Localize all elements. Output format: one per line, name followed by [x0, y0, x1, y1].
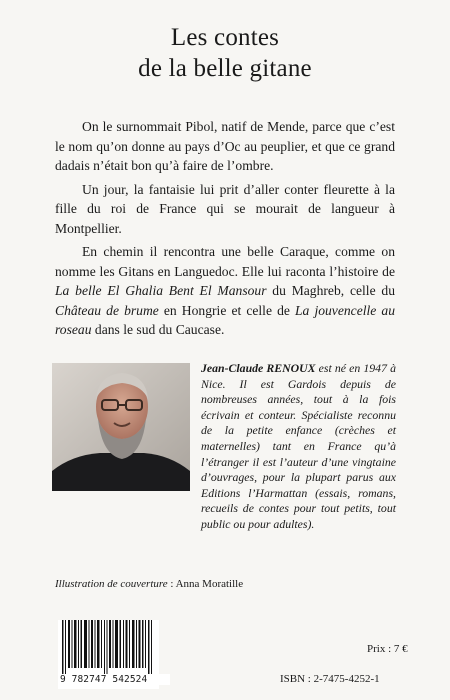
synopsis-paragraph-1: On le surnommait Pibol, natif de Mende, parce que c’est le nom qu’on donne au pays d’Oc au peuplier, et que ce grand dadais n’était bon qu’à faire de l’ombre.	[55, 119, 395, 173]
synopsis-text: dans le sud du Caucase.	[91, 322, 225, 337]
synopsis	[55, 117, 395, 344]
synopsis-paragraph-2: Un jour, la fantaisie lui prit d’aller conter fleurette à la fille du roi de France qui se mourait de langueur à Montpellier.	[55, 181, 395, 236]
story-title-1: La belle El Ghalia Bent El Mansour	[55, 283, 267, 298]
illustration-credit-value: : Anna Moratille	[167, 578, 244, 590]
isbn: ISBN : 2-7475-4252-1	[280, 673, 380, 685]
author-portrait-image	[52, 363, 190, 491]
author-photo	[52, 363, 190, 491]
synopsis-text: en Hongrie et celle de	[158, 302, 295, 318]
barcode-digits: 9 782747 542524	[60, 674, 170, 685]
story-title-3: La jouvencelle au roseau	[55, 302, 396, 337]
title-line-2: de la belle gitane	[138, 55, 312, 82]
illustration-credit	[55, 578, 243, 590]
synopsis-text: du Maghreb, celle du	[266, 283, 396, 298]
story-title-2: Château de brume	[55, 302, 159, 318]
author-name: Jean-Claude RENOUX	[201, 361, 316, 375]
barcode-bars	[58, 620, 159, 674]
synopsis-text: En chemin il rencontra une belle Caraque, comme on nomme les Gitans en Languedoc. Elle lui raconta l’histoire de	[55, 244, 395, 279]
title-line-1: Les contes	[170, 24, 280, 51]
price: Prix : 7 €	[367, 643, 408, 655]
synopsis-paragraph-3	[55, 242, 395, 340]
author-bio-text: est né en 1947 à Nice. Il est Gardois depuis de nombreuses années, tout à la fois écrivain et conteur. Spécialiste reconnu de la petite enfance (crèches et maternelles) tant en France qu’à l’étranger il est l’auteur d’une vingtaine d’ouvrages, pour la plupart parus aux Editions l’Harmattan (essais, romans, recueils de contes pour tout petits, tout public ou pour adultes).	[201, 361, 396, 531]
author-bio	[201, 361, 396, 533]
illustration-credit-label: Illustration de couverture	[55, 578, 168, 590]
book-title	[0, 22, 450, 84]
